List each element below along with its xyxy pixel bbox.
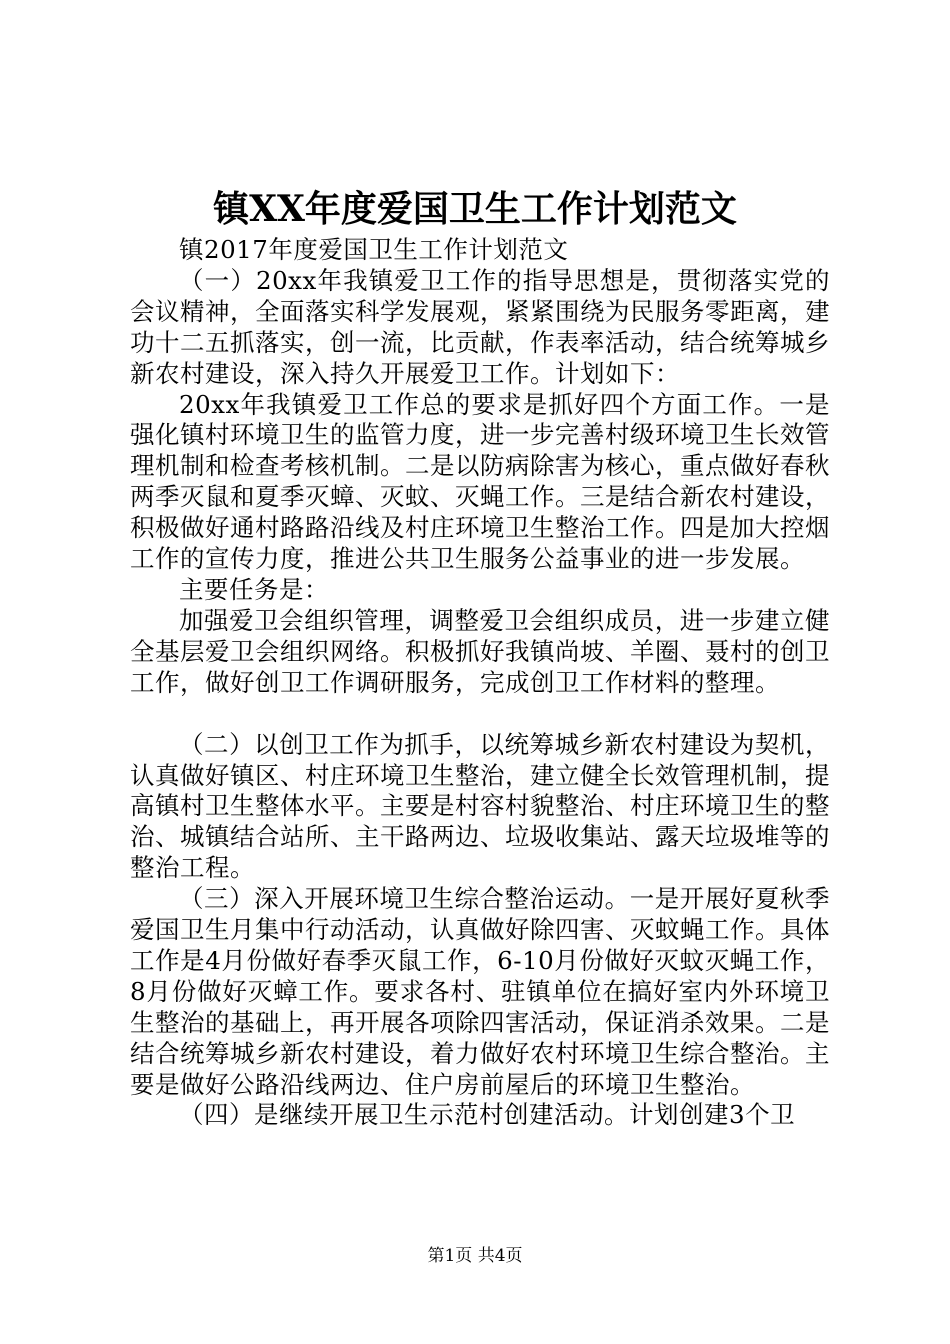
page-number-footer: 第1页 共4页	[427, 1246, 523, 1266]
paragraph-main-tasks: 加强爱卫会组织管理，调整爱卫会组织成员，进一步建立健全基层爱卫会组织网络。积极抓好我镇尚坡、羊圈、聂村的创卫工作，做好创卫工作调研服务，完成创卫工作材料的整理。	[130, 605, 830, 697]
paragraph-requirements: 20xx年我镇爱卫工作总的要求是抓好四个方面工作。一是强化镇村环境卫生的监管力度，进一步完善村级环境卫生长效管理机制和检查考核机制。二是以防病除害为核心，重点做好春秋两季灭鼠和夏季灭蟑、灭蚊、灭蝇工作。三是结合新农村建设，积极做好通村路路沿线及村庄环境卫生整治工作。四是加大控烟工作的宣传力度，推进公共卫生服务公益事业的进一步发展。	[130, 389, 830, 574]
document-title: 镇XX年度爱国卫生工作计划范文	[213, 188, 737, 230]
paragraph-section-3: （三）深入开展环境卫生综合整治运动。一是开展好夏秋季爱国卫生月集中行动活动，认真做好除四害、灭蚊蝇工作。具体工作是4月份做好春季灭鼠工作，6-10月份做好灭蚊灭蝇工作，8月份做好灭蟑工作。要求各村、驻镇单位在搞好室内外环境卫生整治的基础上，再开展各项除四害活动，保证消杀效果。二是结合统筹城乡新农村建设，着力做好农村环境卫生综合整治。主要是做好公路沿线两边、住户房前屋后的环境卫生整治。	[130, 884, 830, 1099]
paragraph-main-tasks-heading: 主要任务是：	[179, 574, 329, 604]
paragraph-section-1: （一）20xx年我镇爱卫工作的指导思想是，贯彻落实党的会议精神，全面落实科学发展观，紧紧围绕为民服务零距离，建功十二五抓落实，创一流，比贡献，作表率活动，结合统筹城乡新农村建设，深入持久开展爱卫工作。计划如下：	[130, 265, 830, 388]
paragraph-section-4: （四）是继续开展卫生示范村创建活动。计划创建3个卫	[179, 1100, 796, 1130]
paragraph-section-2: （二）以创卫工作为抓手，以统筹城乡新农村建设为契机，认真做好镇区、村庄环境卫生整治，建立健全长效管理机制，提高镇村卫生整体水平。主要是村容村貌整治、村庄环境卫生的整治、城镇结合站所、主干路两边、垃圾收集站、露天垃圾堆等的整治工程。	[130, 729, 830, 883]
paragraph-subtitle: 镇2017年度爱国卫生工作计划范文	[179, 235, 569, 264]
document-body	[130, 235, 830, 1131]
